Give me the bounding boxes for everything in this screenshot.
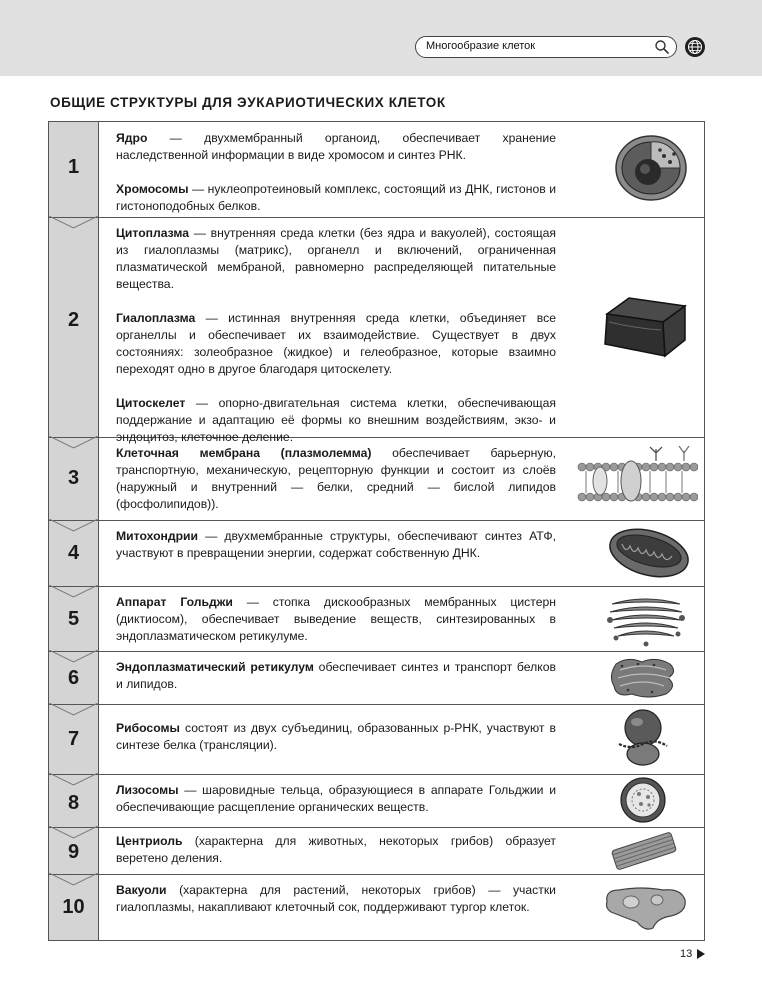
cytoplasm-cube-icon xyxy=(599,292,689,362)
row-number: 5 xyxy=(67,608,80,630)
row-number: 7 xyxy=(67,728,80,750)
golgi-apparatus-icon xyxy=(606,590,686,648)
lysosome-icon xyxy=(619,776,667,824)
table-row xyxy=(49,217,704,444)
search-text: Многообразие клеток xyxy=(426,40,536,52)
chevron-icon xyxy=(49,703,98,717)
globe-icon[interactable] xyxy=(684,36,706,58)
search-box[interactable] xyxy=(415,36,677,58)
row-number: 10 xyxy=(62,896,85,918)
next-page-arrow-icon[interactable] xyxy=(697,949,705,959)
table-row xyxy=(49,874,704,940)
term: Клеточная мембрана (плазмолемма) xyxy=(116,446,372,460)
table-row xyxy=(49,774,704,828)
term: Эндоплазматический ретикулум xyxy=(116,660,314,674)
row-text: Вакуоли (характерна для растений, некоторых грибов) — участки гиалоплазмы, накапливают клеточный сок, поддерживают тургор клеток. xyxy=(116,883,556,914)
table-row xyxy=(49,520,704,587)
page-number: 13 xyxy=(680,948,693,960)
term: Цитоплазма xyxy=(116,226,190,240)
chevron-icon xyxy=(49,519,98,533)
table-row xyxy=(49,437,704,521)
table-row xyxy=(49,122,704,218)
search-icon[interactable] xyxy=(654,39,670,55)
cell-membrane-icon xyxy=(576,443,698,513)
row-text: Эндоплазматический ретикулум обеспечивает синтез и транспорт белков и липидов. xyxy=(116,660,556,691)
term: Центриоль xyxy=(116,834,183,848)
table-row xyxy=(49,651,704,705)
row-text: Ядро — двухмембранный органоид, обеспечивает хранение наследственной информации в виде хромосом и синтез РНК. Хромосомы — нуклеопротеиновый комплекс, состоящий из ДНК, гистонов и гистоноподобных белков. xyxy=(116,131,556,213)
structures-table xyxy=(48,121,705,941)
term: Хромосомы xyxy=(116,182,189,196)
table-row xyxy=(49,827,704,875)
row-number: 4 xyxy=(67,542,80,564)
term: Аппарат Гольджи xyxy=(116,595,233,609)
endoplasmic-reticulum-icon xyxy=(608,654,682,702)
ribosome-icon xyxy=(617,708,669,770)
chevron-icon xyxy=(49,216,98,230)
row-text: Митохондрии — двухмембранные структуры, обеспечивают синтез АТФ, участвуют в превращении энергии, содержат собственную ДНК. xyxy=(116,529,556,560)
term: Рибосомы xyxy=(116,721,180,735)
term: Гиалоплазма xyxy=(116,311,196,325)
chevron-icon xyxy=(49,585,98,599)
row-text: Клеточная мембрана (плазмолемма) обеспечивает барьерную, транспортную, механическую, рецепторную функции и состоит из слоёв (наружный и внутренний — белки, средний — бислой липидов (фосфолипидов)). xyxy=(116,446,557,511)
row-number: 3 xyxy=(67,467,80,489)
term: Митохондрии xyxy=(116,529,199,543)
chevron-icon xyxy=(49,773,98,787)
row-text: Рибосомы состоят из двух субъединиц, образованных р-РНК, участвуют в синтезе белка (трансляции). xyxy=(116,721,556,752)
row-text: Цитоплазма — внутренняя среда клетки (без ядра и вакуолей), состоящая из гиалоплазмы (матрикс), органелл и включений, ограниченная плазматической мембраной, равномерно распределяющей питательные вещества. Гиалоплазма — истинная внутренняя среда клетки, объединяет все органеллы и обеспечивает их взаимодействие. Существует в двух состояниях: золеобразное (жидкое) и гелеобразное, которые взаимно переходят одно в другое благодаря цитоскелету. Цитоскелет — опорно-двигательная система клетки, обеспечивающая поддержание и адаптацию её формы ко внешним воздействиям, экзо- и эндоцитоз, клеточное деление. xyxy=(116,226,556,444)
row-number: 2 xyxy=(67,309,80,331)
term: Лизосомы xyxy=(116,783,179,797)
row-number: 9 xyxy=(67,841,80,863)
row-number: 1 xyxy=(67,156,80,178)
nucleus-icon xyxy=(612,130,690,204)
centriole-icon xyxy=(607,831,681,871)
mitochondrion-icon xyxy=(606,526,692,580)
row-text: Центриоль (характерна для животных, некоторых грибов) образует веретено деления. xyxy=(116,834,556,865)
row-text: Аппарат Гольджи — стопка дискообразных мембранных цистерн (диктиосом), обеспечивает выведение веществ, синтезированных в эндоплазматическом ретикулуме. xyxy=(116,595,556,643)
term: Ядро xyxy=(116,131,148,145)
chevron-icon xyxy=(49,436,98,450)
chevron-icon xyxy=(49,826,98,840)
table-row xyxy=(49,586,704,652)
term: Цитоскелет xyxy=(116,396,186,410)
chevron-icon xyxy=(49,873,98,887)
section-heading: ОБЩИЕ СТРУКТУРЫ ДЛЯ ЭУКАРИОТИЧЕСКИХ КЛЕТОК xyxy=(50,95,446,110)
vacuole-icon xyxy=(601,882,689,934)
chevron-icon xyxy=(49,650,98,664)
row-text: Лизосомы — шаровидные тельца, образующиеся в аппарате Гольджии и обеспечивающие расщепление органических веществ. xyxy=(116,783,556,814)
table-row xyxy=(49,704,704,775)
term: Вакуоли xyxy=(116,883,167,897)
row-number: 8 xyxy=(67,792,80,814)
row-number: 6 xyxy=(67,667,80,689)
